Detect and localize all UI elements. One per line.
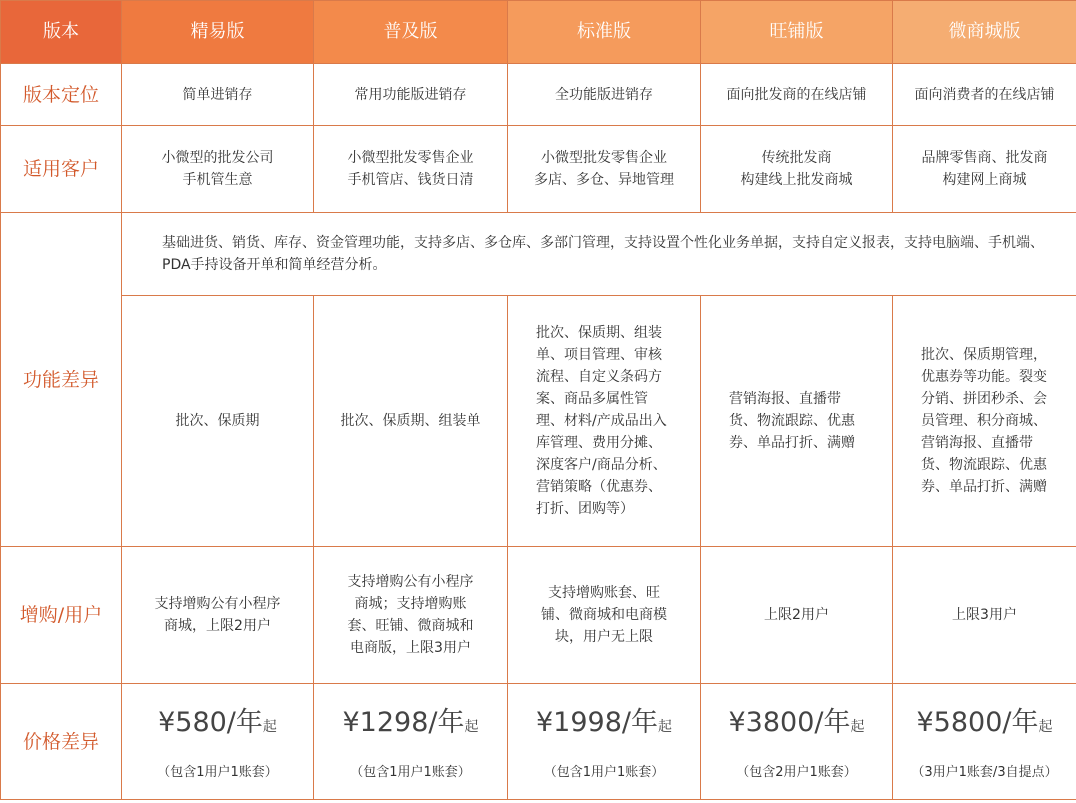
cell-line: 传统批发商 [761, 150, 832, 166]
cell-line: 小微型的批发公司 [161, 150, 274, 166]
cell-customers [314, 126, 508, 213]
cell-line: 品牌零售商、批发商 [921, 150, 1048, 166]
cell-addon [314, 547, 508, 684]
cell-line: 手机管生意 [182, 172, 253, 188]
cell-features-diff: 营销海报、直播带货、物流跟踪、优惠券、单品打折、满赠 [701, 296, 893, 547]
cell-line: 多店、多仓、异地管理 [534, 172, 674, 188]
price-amount-wrap [328, 706, 493, 744]
cell-positioning: 简单进销存 [122, 64, 314, 126]
cell-features-diff: 批次、保质期、组装单、项目管理、审核流程、自定义条码方案、商品多属性管理、材料/产成品出入库管理、费用分摊、深度客户/商品分析、营销策略（优惠券、打折、团购等） [508, 296, 701, 547]
price-amount: ¥580/年 [158, 706, 263, 738]
cell-positioning: 常用功能版进销存 [314, 64, 508, 126]
cell-line: 套、旺铺、微商城和 [347, 618, 474, 634]
price-suffix: 起 [464, 718, 479, 735]
cell-addon [893, 547, 1076, 684]
cell-price [701, 684, 893, 800]
row-label-positioning: 版本定位 [1, 64, 122, 126]
cell-line: 电商版，上限3用户 [350, 640, 471, 656]
row-label-addon: 增购/用户 [1, 547, 122, 684]
row-addon [1, 547, 1076, 684]
cell-line: 上限2用户 [764, 607, 829, 623]
price-suffix: 起 [850, 718, 865, 735]
cell-line: 小微型批发零售企业 [347, 150, 474, 166]
cell-addon [701, 547, 893, 684]
cell-line: 支持增购公有小程序 [154, 596, 281, 612]
header-edition-wangpu: 旺铺版 [701, 1, 893, 64]
cell-price [122, 684, 314, 800]
price-note: （3用户1账套/3自提点） [911, 764, 1058, 780]
cell-customers [701, 126, 893, 213]
row-customers [1, 126, 1076, 213]
cell-customers [508, 126, 701, 213]
cell-price [314, 684, 508, 800]
row-positioning [1, 64, 1076, 126]
row-features-base [1, 213, 1076, 296]
price-note: （包含1用户1账套） [543, 764, 665, 780]
cell-line: 手机管店、钱货日清 [347, 172, 474, 188]
cell-line: 构建网上商城 [942, 172, 1027, 188]
header-edition-jingyi: 精易版 [122, 1, 314, 64]
cell-line: 支持增购公有小程序 [347, 574, 474, 590]
row-label-features: 功能差异 [1, 213, 122, 547]
price-note: （包含1用户1账套） [157, 764, 278, 780]
price-amount: ¥1998/年 [536, 706, 658, 738]
cell-line: 支持增购账套、旺 [548, 585, 660, 601]
cell-features-diff: 批次、保质期管理，优惠券等功能。裂变分销、拼团秒杀、会员管理、积分商城、营销海报、直播带货、物流跟踪、优惠券、单品打折、满赠 [893, 296, 1076, 547]
cell-line: 商城；支持增购账 [354, 596, 467, 612]
header-corner: 版本 [1, 1, 122, 64]
cell-price [893, 684, 1076, 800]
price-amount: ¥1298/年 [342, 706, 465, 738]
cell-addon [508, 547, 701, 684]
price-amount-wrap [715, 706, 878, 744]
price-amount: ¥5800/年 [916, 706, 1039, 738]
price-amount-wrap [136, 706, 299, 744]
price-suffix: 起 [658, 718, 672, 735]
price-suffix: 起 [262, 718, 277, 735]
cell-line: 铺、微商城和电商模 [541, 607, 667, 623]
cell-features-base: 基础进货、销货、库存、资金管理功能，支持多店、多仓库、多部门管理，支持设置个性化业务单据，支持自定义报表，支持电脑端、手机端、PDA手持设备开单和简单经营分析。 [122, 213, 1076, 296]
cell-line: 构建线上批发商城 [740, 172, 853, 188]
cell-line: 小微型批发零售企业 [541, 150, 667, 166]
row-features-diff [1, 296, 1076, 547]
price-amount: ¥3800/年 [728, 706, 851, 738]
cell-line: 块，用户无上限 [555, 629, 653, 645]
price-note: （包含2用户1账套） [736, 764, 857, 780]
row-label-price: 价格差异 [1, 684, 122, 800]
header-row [1, 1, 1076, 64]
cell-positioning: 全功能版进销存 [508, 64, 701, 126]
price-amount-wrap [522, 706, 686, 744]
cell-customers [893, 126, 1076, 213]
cell-positioning: 面向消费者的在线店铺 [893, 64, 1076, 126]
price-amount-wrap [907, 706, 1062, 744]
cell-positioning: 面向批发商的在线店铺 [701, 64, 893, 126]
price-note: （包含1用户1账套） [350, 764, 471, 780]
cell-line: 商城，上限2用户 [164, 618, 271, 634]
header-edition-weishangcheng: 微商城版 [893, 1, 1076, 64]
cell-addon [122, 547, 314, 684]
cell-line: 上限3用户 [952, 607, 1017, 623]
cell-features-diff: 批次、保质期、组装单 [314, 296, 508, 547]
header-edition-puji: 普及版 [314, 1, 508, 64]
header-edition-biaozhun: 标准版 [508, 1, 701, 64]
price-suffix: 起 [1038, 718, 1053, 735]
cell-price [508, 684, 701, 800]
row-price [1, 684, 1076, 800]
cell-customers [122, 126, 314, 213]
row-label-customers: 适用客户 [1, 126, 122, 213]
cell-features-diff: 批次、保质期 [122, 296, 314, 547]
